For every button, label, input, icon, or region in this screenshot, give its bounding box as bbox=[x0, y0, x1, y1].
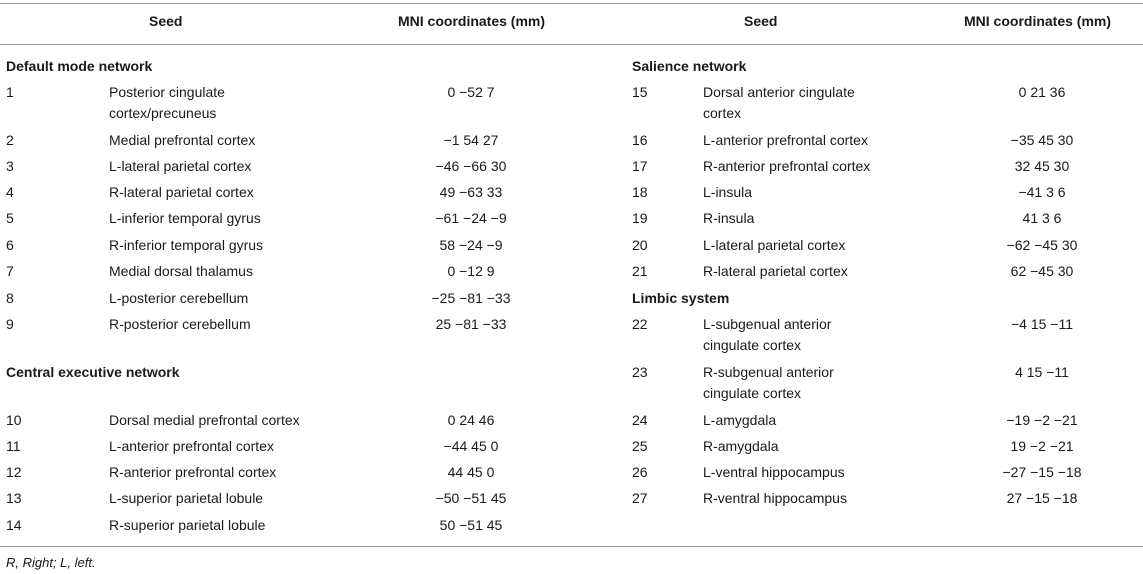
seed-name: Medial dorsal thalamus bbox=[109, 263, 253, 279]
seed-name: R-lateral parietal cortex bbox=[703, 263, 848, 279]
header-rule bbox=[0, 44, 1143, 45]
mni-coordinates: −35 45 30 bbox=[1010, 132, 1074, 148]
mni-coordinates: 19 −2 −21 bbox=[1010, 438, 1074, 454]
seed-name-line: cingulate cortex bbox=[703, 337, 802, 353]
seed-name bbox=[703, 82, 855, 124]
row-number: 5 bbox=[6, 210, 14, 226]
mni-coordinates: −46 −66 30 bbox=[435, 158, 507, 174]
row-number: 1 bbox=[6, 84, 14, 100]
section-default-mode-network: Default mode network bbox=[6, 58, 153, 74]
seed-name-line: Dorsal anterior cingulate bbox=[703, 84, 855, 100]
seed-name: L-lateral parietal cortex bbox=[703, 237, 846, 253]
row-number: 21 bbox=[632, 263, 648, 279]
mni-coordinates: 0 −52 7 bbox=[447, 84, 495, 100]
seed-name: R-ventral hippocampus bbox=[703, 490, 847, 506]
row-number: 18 bbox=[632, 184, 648, 200]
row-number: 23 bbox=[632, 364, 648, 380]
seed-name: L-superior parietal lobule bbox=[109, 490, 264, 506]
mni-coordinates: 44 45 0 bbox=[447, 464, 495, 480]
seed-name: R-superior parietal lobule bbox=[109, 517, 266, 533]
row-number: 11 bbox=[6, 438, 21, 454]
row-number: 27 bbox=[632, 490, 648, 506]
mni-coordinates: −19 −2 −21 bbox=[1006, 412, 1078, 428]
row-number: 7 bbox=[6, 263, 14, 279]
seed-name: Dorsal medial prefrontal cortex bbox=[109, 412, 300, 428]
seed-name-line: cortex bbox=[703, 105, 742, 121]
row-number: 25 bbox=[632, 438, 648, 454]
seed-name bbox=[109, 82, 225, 124]
header-coords-right: MNI coordinates (mm) bbox=[964, 13, 1112, 29]
mni-coordinates: −44 45 0 bbox=[443, 438, 499, 454]
seed-name-line: R-subgenual anterior bbox=[703, 364, 834, 380]
row-number: 19 bbox=[632, 210, 648, 226]
row-number: 9 bbox=[6, 316, 14, 332]
section-limbic-system: Limbic system bbox=[632, 290, 730, 306]
mni-coordinates: 4 15 −11 bbox=[1015, 364, 1069, 380]
seed-name: L-inferior temporal gyrus bbox=[109, 210, 261, 226]
mni-coordinates: 32 45 30 bbox=[1014, 158, 1070, 174]
bottom-rule bbox=[0, 546, 1143, 547]
seed-name: L-amygdala bbox=[703, 412, 777, 428]
seed-name: L-ventral hippocampus bbox=[703, 464, 845, 480]
mni-coordinates: −27 −15 −18 bbox=[1002, 464, 1082, 480]
row-number: 2 bbox=[6, 132, 14, 148]
seed-name bbox=[703, 314, 831, 356]
mni-coordinates: 27 −15 −18 bbox=[1006, 490, 1078, 506]
mni-coordinates: 25 −81 −33 bbox=[435, 316, 507, 332]
mni-coordinates: 0 −12 9 bbox=[447, 263, 495, 279]
row-number: 16 bbox=[632, 132, 648, 148]
mni-coordinates: −4 15 −11 bbox=[1010, 316, 1074, 332]
mni-coordinates: 50 −51 45 bbox=[439, 517, 503, 533]
row-number: 14 bbox=[6, 517, 22, 533]
seed-name: L-insula bbox=[703, 184, 753, 200]
row-number: 3 bbox=[6, 158, 14, 174]
mni-coordinates: 58 −24 −9 bbox=[439, 237, 503, 253]
row-number: 4 bbox=[6, 184, 14, 200]
seed-name: R-amygdala bbox=[703, 438, 779, 454]
seed-name-line: cortex/precuneus bbox=[109, 105, 217, 121]
mni-coordinates: 0 24 46 bbox=[447, 412, 495, 428]
seed-name: R-anterior prefrontal cortex bbox=[703, 158, 871, 174]
seed-name: L-anterior prefrontal cortex bbox=[703, 132, 868, 148]
row-number: 12 bbox=[6, 464, 22, 480]
seed-name-line: Posterior cingulate bbox=[109, 84, 225, 100]
row-number: 15 bbox=[632, 84, 648, 100]
header-seed-left: Seed bbox=[149, 13, 183, 29]
mni-coordinates: −25 −81 −33 bbox=[431, 290, 511, 306]
row-number: 10 bbox=[6, 412, 22, 428]
mni-coordinates: −41 3 6 bbox=[1018, 184, 1066, 200]
section-central-executive-network: Central executive network bbox=[6, 364, 180, 380]
row-number: 13 bbox=[6, 490, 22, 506]
table-footnote: R, Right; L, left. bbox=[6, 555, 96, 570]
seed-name: L-posterior cerebellum bbox=[109, 290, 249, 306]
row-number: 26 bbox=[632, 464, 648, 480]
seed-name-line: cingulate cortex bbox=[703, 385, 802, 401]
header-seed-right: Seed bbox=[744, 13, 778, 29]
row-number: 8 bbox=[6, 290, 14, 306]
top-rule bbox=[0, 3, 1143, 4]
row-number: 22 bbox=[632, 316, 648, 332]
row-number: 24 bbox=[632, 412, 648, 428]
seed-name: L-lateral parietal cortex bbox=[109, 158, 252, 174]
seed-name: R-anterior prefrontal cortex bbox=[109, 464, 277, 480]
seed-name: R-posterior cerebellum bbox=[109, 316, 251, 332]
mni-coordinates: 41 3 6 bbox=[1022, 210, 1062, 226]
seed-name: L-anterior prefrontal cortex bbox=[109, 438, 274, 454]
mni-coordinates: 0 21 36 bbox=[1018, 84, 1066, 100]
seed-name-line: L-subgenual anterior bbox=[703, 316, 832, 332]
mni-coordinates: −61 −24 −9 bbox=[435, 210, 507, 226]
section-salience-network: Salience network bbox=[632, 58, 747, 74]
row-number: 17 bbox=[632, 158, 648, 174]
seed-name bbox=[703, 362, 834, 404]
mni-coordinates: −1 54 27 bbox=[443, 132, 499, 148]
seed-name: R-inferior temporal gyrus bbox=[109, 237, 264, 253]
row-number: 6 bbox=[6, 237, 14, 253]
mni-coordinates: 49 −63 33 bbox=[439, 184, 503, 200]
mni-coordinates: −50 −51 45 bbox=[435, 490, 507, 506]
seed-name: Medial prefrontal cortex bbox=[109, 132, 256, 148]
mni-coordinates: 62 −45 30 bbox=[1010, 263, 1074, 279]
seed-name: R-lateral parietal cortex bbox=[109, 184, 254, 200]
header-coords-left: MNI coordinates (mm) bbox=[398, 13, 546, 29]
mni-coordinates: −62 −45 30 bbox=[1006, 237, 1078, 253]
row-number: 20 bbox=[632, 237, 648, 253]
seed-name: R-insula bbox=[703, 210, 755, 226]
